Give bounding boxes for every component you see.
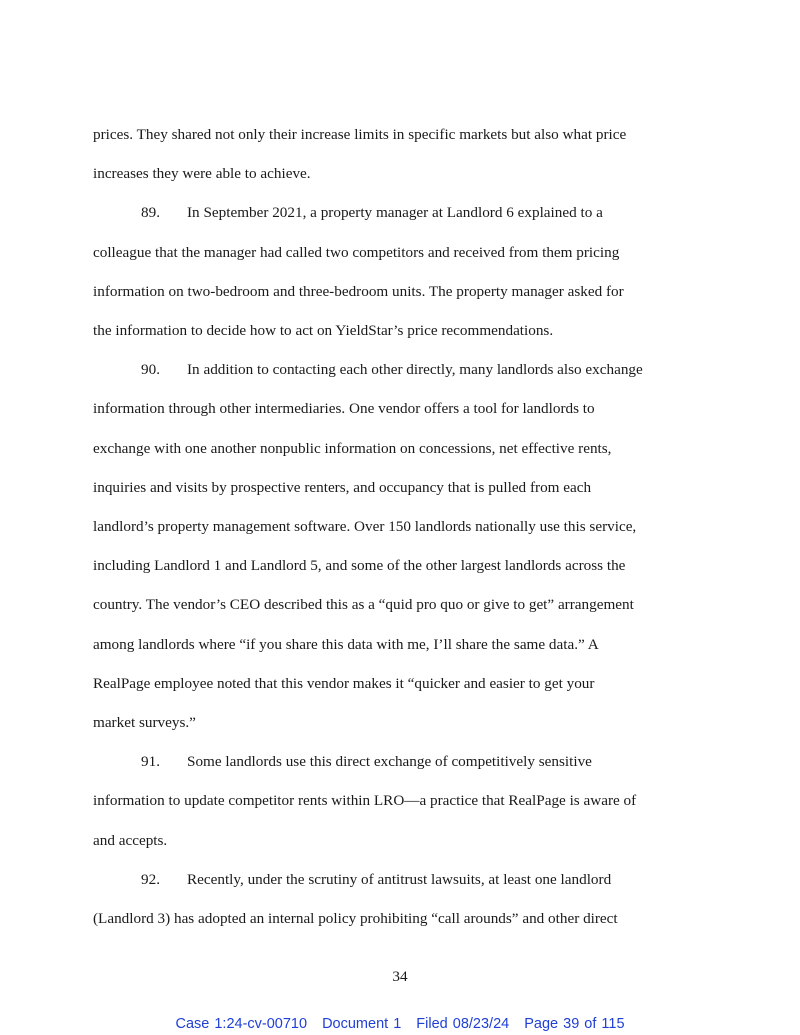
text-line: Some landlords use this direct exchange of competitively sensitive xyxy=(187,753,592,771)
text-line: information to update competitor rents within LRO—a practice that RealPage is aware of xyxy=(93,792,637,810)
text-line: prices. They shared not only their increase limits in specific markets but also what price xyxy=(93,126,627,143)
text-line: Recently, under the scrutiny of antitrust lawsuits, at least one landlord xyxy=(187,870,612,888)
text-line: colleague that the manager had called two competitors and received from them pricing xyxy=(93,243,620,261)
text-line: among landlords where “if you share this data with me, I’ll share the same data.” A xyxy=(93,635,599,653)
paragraph-89-first-line xyxy=(93,193,709,232)
text-line: market surveys.” xyxy=(93,714,196,732)
text-line: country. The vendor’s CEO described this as a “quid pro quo or give to get” arrangement xyxy=(93,596,634,614)
paragraph-92-first-line xyxy=(93,860,709,899)
text-line: exchange with one another nonpublic information on concessions, net effective rents, xyxy=(93,439,612,457)
body-text xyxy=(93,115,709,938)
text-line: In addition to contacting each other directly, many landlords also exchange xyxy=(187,361,643,379)
case-footer xyxy=(0,1016,800,1032)
page-number: 34 xyxy=(392,968,408,985)
text-line: In September 2021, a property manager at Landlord 6 explained to a xyxy=(187,204,603,222)
filed-date: Filed 08/23/24 xyxy=(416,1016,510,1032)
text-line: information on two-bedroom and three-bedroom units. The property manager asked for xyxy=(93,282,624,300)
paragraph-number: 90. xyxy=(141,361,160,379)
paragraph-number: 92. xyxy=(141,870,160,888)
page-count: Page 39 of 115 xyxy=(524,1016,625,1032)
text-line: and accepts. xyxy=(93,831,168,849)
text-line: information through other intermediaries. One vendor offers a tool for landlords to xyxy=(93,400,595,418)
text-line: landlord’s property management software. Over 150 landlords nationally use this service, xyxy=(93,518,637,536)
paragraph-number: 89. xyxy=(141,204,160,222)
text-line: including Landlord 1 and Landlord 5, and some of the other largest landlords across the xyxy=(93,557,626,575)
paragraph-number: 91. xyxy=(141,753,160,771)
text-line: increases they were able to achieve. xyxy=(93,165,311,183)
paragraph-90-first-line xyxy=(93,350,709,389)
case-number: Case 1:24-cv-00710 xyxy=(175,1016,308,1032)
text-line: RealPage employee noted that this vendor makes it “quicker and easier to get your xyxy=(93,674,595,692)
document-number: Document 1 xyxy=(322,1016,402,1032)
text-line: (Landlord 3) has adopted an internal policy prohibiting “call arounds” and other direct xyxy=(93,910,618,928)
paragraph-91-first-line xyxy=(93,742,709,781)
text-line: inquiries and visits by prospective renters, and occupancy that is pulled from each xyxy=(93,478,592,496)
text-line: the information to decide how to act on YieldStar’s price recommendations. xyxy=(93,322,554,340)
